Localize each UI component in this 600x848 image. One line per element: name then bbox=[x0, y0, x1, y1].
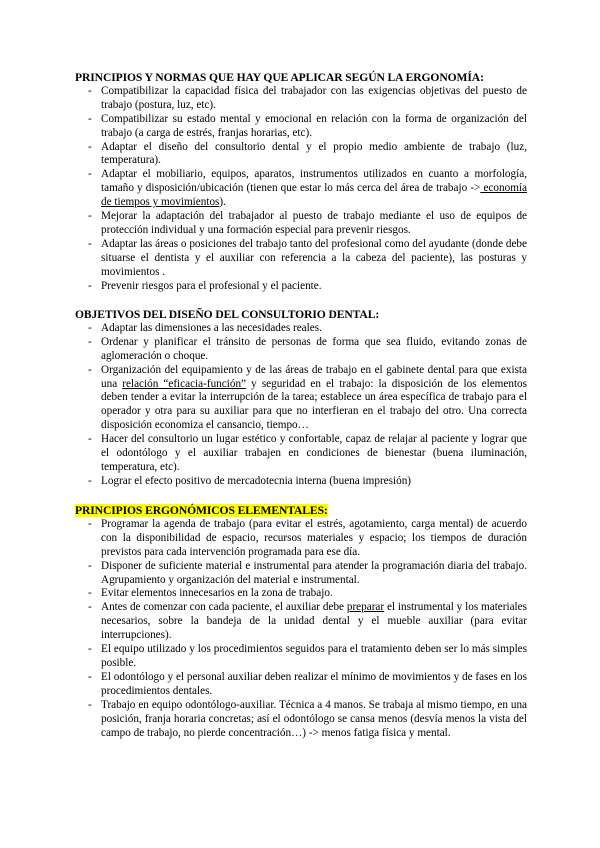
list-item bbox=[75, 238, 527, 280]
item-text: Prevenir riesgos para el profesional y el paciente. bbox=[101, 279, 322, 292]
list-item bbox=[75, 168, 527, 210]
list-item bbox=[75, 364, 527, 434]
section-heading: OBJETIVOS DEL DISEÑO DEL CONSULTORIO DENTAL: bbox=[75, 308, 380, 321]
bullet-dash: - bbox=[88, 210, 92, 223]
item-text: y seguridad en el trabajo: la disposición de los elementos deben tender a evitar la interrupción de la tarea; establece un área específica de trabajo para el operador y otra para su auxiliar para que no interfieran en el trabajo del otro. Una correcta disposición economiza el cansancio, tiempo… bbox=[101, 377, 527, 432]
section-heading: PRINCIPIOS Y NORMAS QUE HAY QUE APLICAR SEGÚN LA ERGONOMÍA: bbox=[75, 71, 484, 84]
item-text: Ordenar y planificar el tránsito de personas de forma que sea fluido, evitando zonas de aglomeración o choque. bbox=[101, 335, 527, 362]
section-design-objectives bbox=[75, 308, 527, 489]
item-text: Adaptar las dimensiones a las necesidades reales. bbox=[101, 321, 322, 334]
list-item bbox=[75, 85, 527, 113]
item-text: Evitar elementos innecesarios en la zona de trabajo. bbox=[101, 587, 333, 600]
bullet-dash: - bbox=[88, 112, 92, 125]
item-text: Disponer de suficiente material e instrumental para atender la programación diaria del trabajo. Agrupamiento y organización del material e instrumental. bbox=[101, 559, 527, 586]
item-text: Adaptar el mobiliario, equipos, aparatos, instrumentos utilizados en cuanto a morfología, tamaño y disposición/ubicación (tienen que estar lo más cerca del área de trabajo -> bbox=[101, 168, 527, 195]
item-text: Adaptar las áreas o posiciones del trabajo tanto del profesional como del ayudante (donde debe situarse el dentista y el auxiliar con referencia a la cabeza del paciente), las posturas y movimientos . bbox=[101, 237, 527, 278]
list-item bbox=[75, 587, 527, 601]
underlined-text: relación “eficacia-función” bbox=[122, 377, 247, 390]
list-item bbox=[75, 141, 527, 169]
bullet-dash: - bbox=[88, 559, 92, 572]
list-item bbox=[75, 560, 527, 588]
item-text: El equipo utilizado y los procedimientos seguidos para el tratamiento deben ser lo más simples posible. bbox=[101, 643, 527, 669]
item-text: Programar la agenda de trabajo (para evitar el estrés, agotamiento, carga mental) de acuerdo con la disponibilidad de espacio, recursos materiales y espacio; los tiempos de duración previstos para cada intervención programada para ese día. bbox=[101, 517, 527, 558]
list-item bbox=[75, 475, 527, 489]
item-text: el instrumental y los materiales necesarios, sobre la bandeja de la unidad dental y el mueble auxiliar (para evitar interrupciones). bbox=[101, 601, 527, 642]
underlined-text: preparar bbox=[346, 601, 385, 614]
bullet-dash: - bbox=[88, 517, 92, 530]
bullet-list bbox=[75, 85, 527, 294]
bullet-dash: - bbox=[88, 168, 92, 181]
bullet-dash: - bbox=[88, 237, 92, 250]
list-item bbox=[75, 322, 527, 336]
list-item bbox=[75, 699, 527, 741]
item-text: Organización del equipamiento y de las áreas de trabajo en el gabinete dental para que exista una bbox=[101, 363, 527, 390]
list-item bbox=[75, 280, 527, 294]
section-heading bbox=[75, 504, 527, 518]
list-item bbox=[75, 671, 527, 699]
bullet-dash: - bbox=[88, 279, 92, 292]
underlined-text: economía de tiempos y movimientos bbox=[101, 182, 527, 209]
list-item bbox=[75, 601, 527, 643]
bullet-dash: - bbox=[88, 335, 92, 348]
list-item bbox=[75, 210, 527, 238]
section-elemental-principles bbox=[75, 504, 527, 740]
bullet-list bbox=[75, 518, 527, 741]
item-text: Hacer del consultorio un lugar estético y confortable, capaz de relajar al paciente y lograr que el odontólogo y el auxiliar trabajen en condiciones de bienestar (buena iluminación, temperatura, etc). bbox=[101, 433, 527, 473]
highlighted-heading-text: PRINCIPIOS ERGONÓMICOS ELEMENTALES: bbox=[75, 504, 328, 517]
item-text: El odontólogo y el personal auxiliar deben realizar el mínimo de movimientos y de fases en los procedimientos dentales. bbox=[101, 670, 527, 697]
bullet-dash: - bbox=[88, 140, 92, 153]
item-text: Adaptar el diseño del consultorio dental y el propio medio ambiente de trabajo (luz, temperatura). bbox=[101, 140, 527, 167]
item-text: ). bbox=[219, 196, 226, 209]
item-text: Mejorar la adaptación del trabajador al puesto de trabajo mediante el uso de equipos de protección individual y una formación especial para prevenir riesgos. bbox=[101, 210, 527, 236]
item-text: Compatibilizar la capacidad física del trabajador con las exigencias objetivas del puesto de trabajo (postura, luz, etc). bbox=[101, 84, 527, 111]
bullet-dash: - bbox=[88, 433, 92, 446]
item-text: Lograr el efecto positivo de mercadotecnia interna (buena impresión) bbox=[101, 474, 412, 487]
bullet-dash: - bbox=[88, 587, 92, 600]
bullet-dash: - bbox=[88, 698, 92, 711]
bullet-dash: - bbox=[88, 601, 92, 614]
list-item bbox=[75, 643, 527, 671]
list-item bbox=[75, 113, 527, 141]
list-item bbox=[75, 336, 527, 364]
bullet-dash: - bbox=[88, 474, 92, 487]
list-item bbox=[75, 518, 527, 560]
item-text: Antes de comenzar con cada paciente, el auxiliar debe bbox=[101, 601, 347, 614]
item-text: Compatibilizar su estado mental y emocional en relación con la forma de organización del trabajo (a carga de estrés, franjas horarias, etc). bbox=[101, 112, 527, 139]
bullet-dash: - bbox=[88, 670, 92, 683]
bullet-list bbox=[75, 322, 527, 489]
bullet-dash: - bbox=[88, 84, 92, 97]
bullet-dash: - bbox=[88, 321, 92, 334]
list-item bbox=[75, 433, 527, 475]
bullet-dash: - bbox=[88, 363, 92, 376]
section-ergonomics-principles bbox=[75, 71, 527, 294]
item-text: Trabajo en equipo odontólogo-auxiliar. Técnica a 4 manos. Se trabaja al mismo tiempo, en una posición, franja horaria concretas; así el odontólogo se cansa menos (desvía menos la vista del campo de trabajo, no pierde concentración…) -> menos fatiga física y mental. bbox=[101, 698, 527, 739]
bullet-dash: - bbox=[88, 643, 92, 656]
